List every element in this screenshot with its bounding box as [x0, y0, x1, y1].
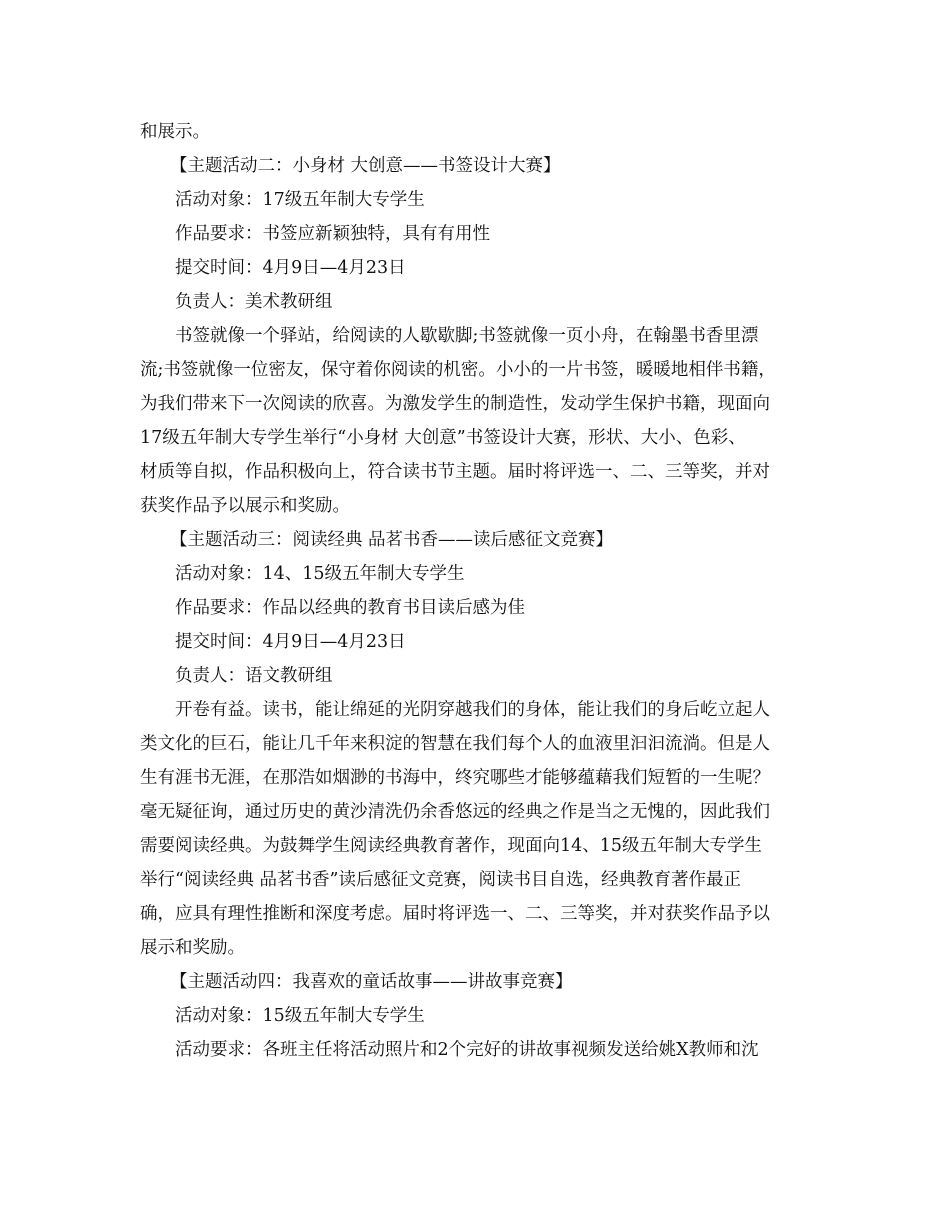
- text-line: 提交时间：4月9日—4月23日: [175, 632, 406, 652]
- paragraph-line: 17级五年制大专学生举行“小身材 大创意”书签设计大赛，形状、大小、色彩、: [140, 428, 746, 448]
- text-line: 负责人：美术教研组: [175, 292, 333, 312]
- paragraph-line: 材质等自拟，作品积极向上，符合读书节主题。届时将评选一、二、三等奖，并对: [140, 462, 770, 482]
- text-line: 作品要求：作品以经典的教育书目读后感为佳: [175, 598, 525, 618]
- section-heading-activity-4: 【主题活动四：我喜欢的童话故事——讲故事竞赛】: [170, 972, 573, 992]
- text-line: 活动对象：17级五年制大专学生: [175, 190, 425, 210]
- text-line: 提交时间：4月9日—4月23日: [175, 258, 406, 278]
- text-line: 活动对象：15级五年制大专学生: [175, 1006, 425, 1026]
- document-body: [140, 115, 820, 1067]
- paragraph-line: 举行“阅读经典 品茗书香”读后感征文竞赛，阅读书目自选，经典教育著作最正: [140, 870, 741, 890]
- paragraph-line: 类文化的巨石，能让几千年来积淀的智慧在我们每个人的血液里汩汩流淌。但是人: [140, 734, 770, 754]
- text-line: 活动对象：14、15级五年制大专学生: [175, 564, 465, 584]
- paragraph-line: 确，应具有理性推断和深度考虑。届时将评选一、二、三等奖，并对获奖作品予以: [140, 904, 770, 924]
- paragraph-line: 生有涯书无涯，在那浩如烟渺的书海中，终究哪些才能够蕴藉我们短暂的一生呢？: [140, 768, 770, 788]
- paragraph-line: 展示和奖励。: [140, 938, 245, 958]
- paragraph-line: 书签就像一个驿站，给阅读的人歇歇脚;书签就像一页小舟，在翰墨书香里漂: [175, 326, 759, 346]
- paragraph-line: 获奖作品予以展示和奖励。: [140, 496, 350, 516]
- paragraph-line: 流;书签就像一位密友，保守着你阅读的机密。小小的一片书签，暖暖地相伴书籍，: [140, 360, 776, 380]
- paragraph-line: 开卷有益。读书，能让绵延的光阴穿越我们的身体，能让我们的身后屹立起人: [175, 700, 770, 720]
- text-line: 作品要求：书签应新颖独特，具有有用性: [175, 224, 490, 244]
- text-line: 负责人：语文教研组: [175, 666, 333, 686]
- paragraph-line: 为我们带来下一次阅读的欣喜。为激发学生的制造性，发动学生保护书籍，现面向: [140, 394, 770, 414]
- paragraph-line: 需要阅读经典。为鼓舞学生阅读经典教育著作，现面向14、15级五年制大专学生: [140, 836, 763, 856]
- text-line: 和展示。: [140, 122, 210, 142]
- section-heading-activity-2: 【主题活动二：小身材 大创意——书签设计大赛】: [170, 156, 561, 176]
- paragraph-line: 毫无疑征询，通过历史的黄沙清洗仍余香悠远的经典之作是当之无愧的，因此我们: [140, 802, 770, 822]
- section-heading-activity-3: 【主题活动三：阅读经典 品茗书香——读后感征文竞赛】: [170, 530, 614, 550]
- text-line: 活动要求：各班主任将活动照片和2个完好的讲故事视频发送给姚X教师和沈: [175, 1040, 759, 1060]
